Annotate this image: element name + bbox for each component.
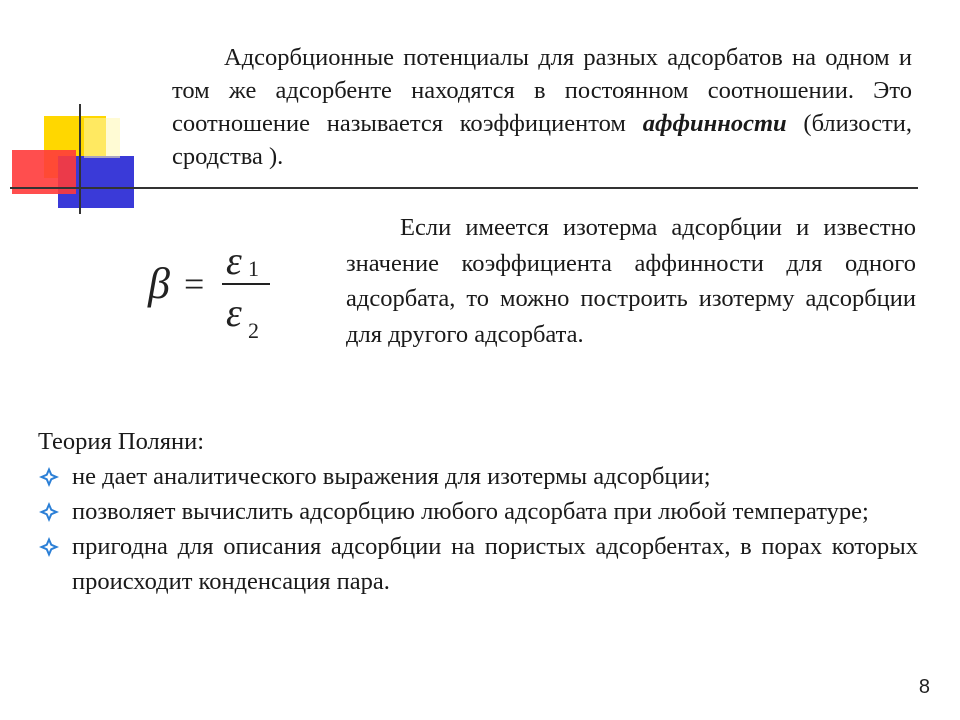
diamond-bullet-icon <box>38 466 60 488</box>
list-item <box>38 494 918 529</box>
list-item <box>38 529 918 599</box>
list-item-text: пригодна для описания адсорбции на пористых адсорбентах, в порах которых происходит конденсация пара. <box>72 533 918 595</box>
theory-heading: Теория Поляни: <box>38 428 205 455</box>
diamond-bullet-icon <box>38 536 60 558</box>
formula-equals: = <box>184 264 205 304</box>
isotherm-paragraph: Если имеется изотерма адсорбции и известно значение коэффициента аффинности для одного адсорбата, то можно построить изотерму адсорбции для другого адсорбата. <box>346 214 916 348</box>
formula-numerator-sub: 1 <box>248 256 259 281</box>
formula-beta: β <box>148 259 170 308</box>
intro-text-after: (близости, сродства ). <box>172 110 912 170</box>
formula-numerator: ε <box>226 238 242 283</box>
list-item-text: позволяет вычислить адсорбцию любого адсорбата при любой температуре; <box>72 498 869 525</box>
light-patch <box>84 118 120 158</box>
formula-denominator-sub: 2 <box>248 318 259 343</box>
formula-denominator: ε <box>226 290 242 335</box>
intro-text-before: Адсорбционные потенциалы для разных адсорбатов на одном и том же адсорбенте находятся в постоянном соотношении. Это соотношение называется коэффициентом <box>172 44 912 137</box>
diamond-bullet-icon <box>38 501 60 523</box>
intro-emphasis: аффинности <box>642 110 787 137</box>
theory-section <box>38 424 918 599</box>
theory-list <box>38 459 918 599</box>
list-item <box>38 459 918 494</box>
list-item-text: не дает аналитического выражения для изотермы адсорбции; <box>72 463 711 490</box>
affinity-formula <box>140 238 280 358</box>
intro-paragraph <box>172 41 912 173</box>
page-number: 8 <box>918 676 930 698</box>
